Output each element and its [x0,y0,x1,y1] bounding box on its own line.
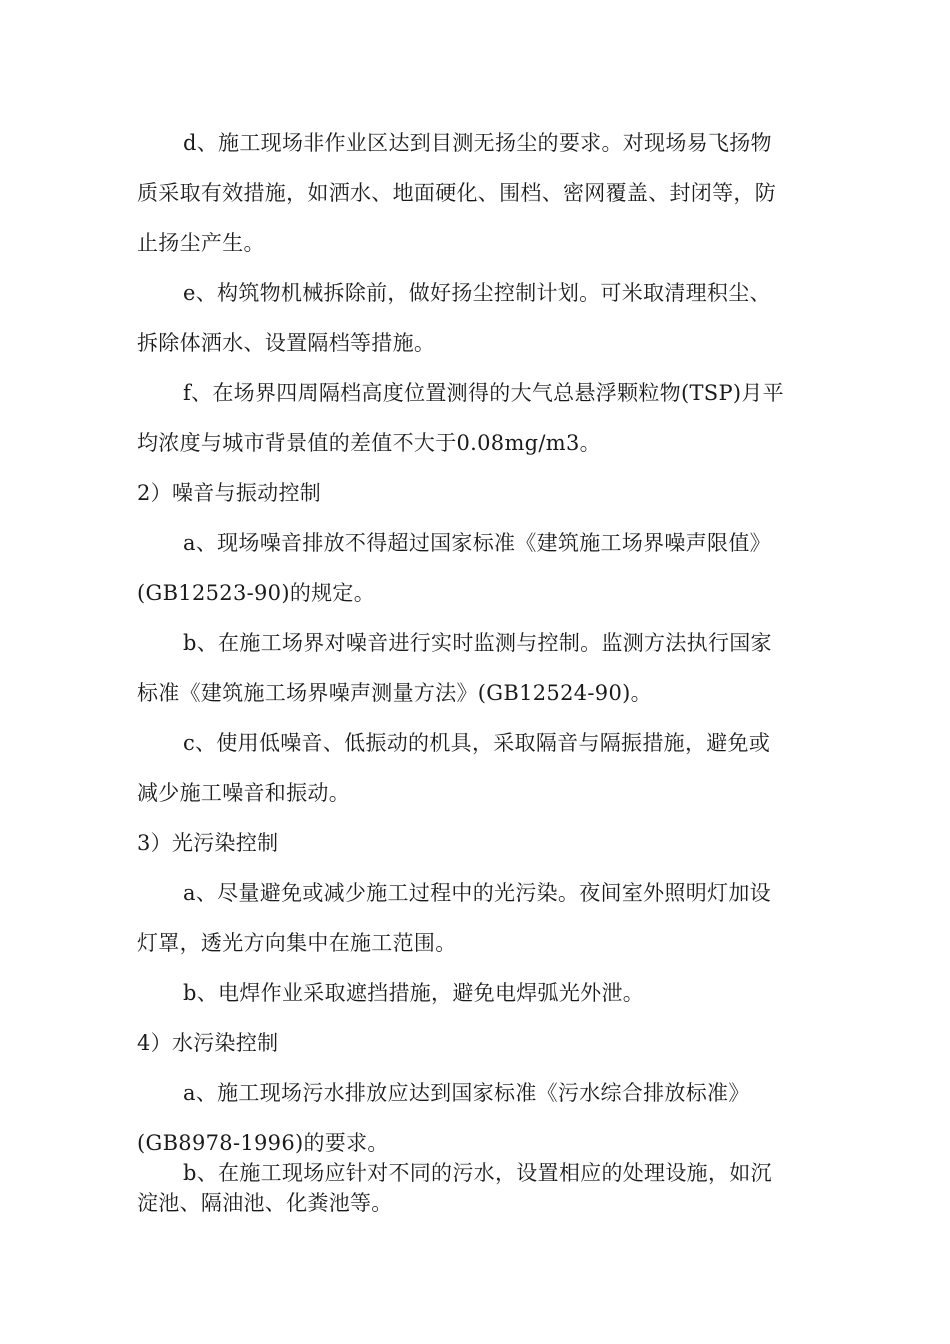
paragraph-noise-b-line-2: 标准《建筑施工场界噪声测量方法》(GB12524-90)。 [137,681,652,705]
paragraph-water-a-line-1: a、施工现场污水排放应达到国家标准《污水综合排放标准》 [183,1081,750,1105]
paragraph-d-line-1: d、施工现场非作业区达到目测无扬尘的要求。对现场易飞扬物 [183,131,772,155]
paragraph-d-line-3: 止扬尘产生。 [137,231,265,255]
paragraph-water-a-line-2: (GB8978-1996)的要求。 [137,1131,389,1155]
paragraph-f-line-1: f、在场界四周隔档高度位置测得的大气总悬浮颗粒物(TSP)月平 [183,381,784,405]
paragraph-noise-a-line-1: a、现场噪音排放不得超过国家标准《建筑施工场界噪声限值》 [183,531,771,555]
paragraph-noise-c-line-1: c、使用低噪音、低振动的机具，采取隔音与隔振措施，避免或 [183,731,771,755]
paragraph-noise-a-line-2: (GB12523-90)的规定。 [137,581,376,605]
paragraph-e-line-2: 拆除体洒水、设置隔档等措施。 [137,331,436,355]
paragraph-noise-b-line-1: b、在施工场界对噪音进行实时监测与控制。监测方法执行国家 [183,631,772,655]
paragraph-d-line-2: 质采取有效措施，如洒水、地面硬化、围档、密网覆盖、封闭等，防 [137,181,776,205]
paragraph-light-a-line-1: a、尽量避免或减少施工过程中的光污染。夜间室外照明灯加设 [183,881,771,905]
paragraph-water-b-line-1: b、在施工现场应针对不同的污水，设置相应的处理设施，如沉 [183,1161,772,1185]
paragraph-e-line-1: e、构筑物机械拆除前，做好扬尘控制计划。可米取清理积尘、 [183,281,771,305]
section-heading-water: 4）水污染控制 [137,1031,279,1055]
paragraph-noise-c-line-2: 减少施工噪音和振动。 [137,781,350,805]
paragraph-water-b-line-2: 淀池、隔油池、化粪池等。 [137,1191,393,1215]
section-heading-noise: 2）噪音与振动控制 [137,481,322,505]
paragraph-light-a-line-2: 灯罩，透光方向集中在施工范围。 [137,931,457,955]
paragraph-f-line-2: 均浓度与城市背景值的差值不大于0.08mg/m3。 [137,431,601,455]
paragraph-light-b-line-1: b、电焊作业采取遮挡措施，避免电焊弧光外泄。 [183,981,645,1005]
section-heading-light: 3）光污染控制 [137,831,279,855]
